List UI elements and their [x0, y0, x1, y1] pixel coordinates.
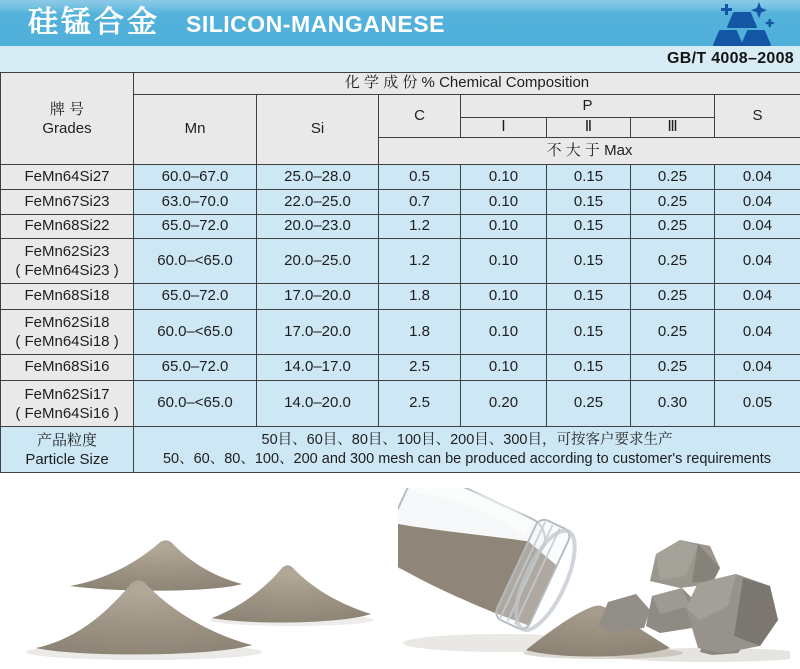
cell-mn: 65.0–72.0 — [134, 355, 257, 381]
table-row — [1, 239, 800, 284]
cell-p2: 0.15 — [547, 215, 631, 239]
cell-s: 0.04 — [715, 215, 800, 239]
header-c: C — [379, 95, 461, 138]
cell-grade: FeMn62Si18 ( FeMn64Si18 ) — [1, 310, 134, 355]
cell-p2: 0.15 — [547, 165, 631, 190]
cell-c: 2.5 — [379, 355, 461, 381]
standard-bar — [0, 46, 800, 72]
cell-p2: 0.25 — [547, 381, 631, 427]
particle-size-label: 产品粒度 Particle Size — [1, 427, 134, 473]
cell-p3: 0.30 — [631, 381, 715, 427]
cell-mn: 60.0–67.0 — [134, 165, 257, 190]
cell-s: 0.04 — [715, 355, 800, 381]
cell-p3: 0.25 — [631, 310, 715, 355]
cell-s: 0.04 — [715, 165, 800, 190]
cell-mn: 60.0–<65.0 — [134, 381, 257, 427]
cell-si: 14.0–20.0 — [257, 381, 379, 427]
cell-si: 20.0–23.0 — [257, 215, 379, 239]
cell-grade: FeMn68Si16 — [1, 355, 134, 381]
cell-si: 14.0–17.0 — [257, 355, 379, 381]
cell-c: 0.5 — [379, 165, 461, 190]
header-max: 不 大 于 Max — [379, 138, 800, 165]
cell-p3: 0.25 — [631, 355, 715, 381]
table-row — [1, 381, 800, 427]
cell-p3: 0.25 — [631, 239, 715, 284]
cell-grade: FeMn62Si17 ( FeMn64Si16 ) — [1, 381, 134, 427]
cell-p1: 0.10 — [461, 284, 547, 310]
header-mn: Mn — [134, 95, 257, 165]
header-banner — [0, 0, 800, 46]
cell-grade: FeMn68Si22 — [1, 215, 134, 239]
table-row — [1, 165, 800, 190]
cell-s: 0.05 — [715, 381, 800, 427]
cell-p1: 0.10 — [461, 190, 547, 215]
cell-p1: 0.10 — [461, 165, 547, 190]
cell-p1: 0.10 — [461, 239, 547, 284]
cell-p2: 0.15 — [547, 190, 631, 215]
jar-and-lumps-photo — [398, 488, 790, 666]
header-grades-en: Grades — [42, 119, 92, 137]
table-row — [1, 284, 800, 310]
cell-s: 0.04 — [715, 190, 800, 215]
cell-p3: 0.25 — [631, 190, 715, 215]
cell-p3: 0.25 — [631, 215, 715, 239]
cell-p1: 0.10 — [461, 310, 547, 355]
header-p2: Ⅱ — [547, 118, 631, 138]
cell-mn: 63.0–70.0 — [134, 190, 257, 215]
cell-c: 1.2 — [379, 215, 461, 239]
header-composition: 化 学 成 份 % Chemical Composition — [134, 73, 800, 95]
product-photos — [0, 476, 800, 669]
cell-p2: 0.15 — [547, 355, 631, 381]
cell-c: 2.5 — [379, 381, 461, 427]
cell-grade: FeMn62Si23 ( FeMn64Si23 ) — [1, 239, 134, 284]
header-grades-zh: 牌 号 — [49, 100, 85, 118]
cell-grade: FeMn64Si27 — [1, 165, 134, 190]
cell-c: 1.8 — [379, 310, 461, 355]
cell-mn: 60.0–<65.0 — [134, 239, 257, 284]
page-title-zh: 硅锰合金 — [28, 6, 160, 39]
header-s: S — [715, 95, 800, 138]
cell-s: 0.04 — [715, 239, 800, 284]
cell-c: 0.7 — [379, 190, 461, 215]
cell-si: 22.0–25.0 — [257, 190, 379, 215]
cell-p3: 0.25 — [631, 284, 715, 310]
header-grades — [1, 73, 134, 165]
cell-s: 0.04 — [715, 310, 800, 355]
cell-si: 25.0–28.0 — [257, 165, 379, 190]
cell-c: 1.2 — [379, 239, 461, 284]
cell-mn: 65.0–72.0 — [134, 284, 257, 310]
particle-size-row — [1, 427, 800, 473]
header-p: P — [461, 95, 715, 118]
cell-p1: 0.10 — [461, 215, 547, 239]
cell-c: 1.8 — [379, 284, 461, 310]
cell-s: 0.04 — [715, 284, 800, 310]
composition-table — [0, 72, 800, 473]
table-row — [1, 215, 800, 239]
cell-si: 17.0–20.0 — [257, 284, 379, 310]
powder-piles-photo — [22, 506, 387, 666]
cell-p1: 0.10 — [461, 355, 547, 381]
header-p3: Ⅲ — [631, 118, 715, 138]
table-row — [1, 355, 800, 381]
cell-si: 20.0–25.0 — [257, 239, 379, 284]
page-title-en: SILICON-MANGANESE — [186, 11, 445, 37]
cell-grade: FeMn67Si23 — [1, 190, 134, 215]
table-row — [1, 310, 800, 355]
header-p1: Ⅰ — [461, 118, 547, 138]
header-si: Si — [257, 95, 379, 165]
ingots-logo-icon — [712, 1, 774, 46]
cell-p2: 0.15 — [547, 284, 631, 310]
cell-p2: 0.15 — [547, 239, 631, 284]
cell-p3: 0.25 — [631, 165, 715, 190]
particle-size-value: 50目、60目、80目、100目、200目、300目，可按客户要求生产 50、60、80、100、200 and 300 mesh can be produced according to customer's requirements — [134, 427, 800, 473]
cell-grade: FeMn68Si18 — [1, 284, 134, 310]
cell-mn: 65.0–72.0 — [134, 215, 257, 239]
standard-code: GB/T 4008–2008 — [667, 50, 794, 67]
cell-p2: 0.15 — [547, 310, 631, 355]
table-row — [1, 190, 800, 215]
cell-mn: 60.0–<65.0 — [134, 310, 257, 355]
cell-si: 17.0–20.0 — [257, 310, 379, 355]
cell-p1: 0.20 — [461, 381, 547, 427]
